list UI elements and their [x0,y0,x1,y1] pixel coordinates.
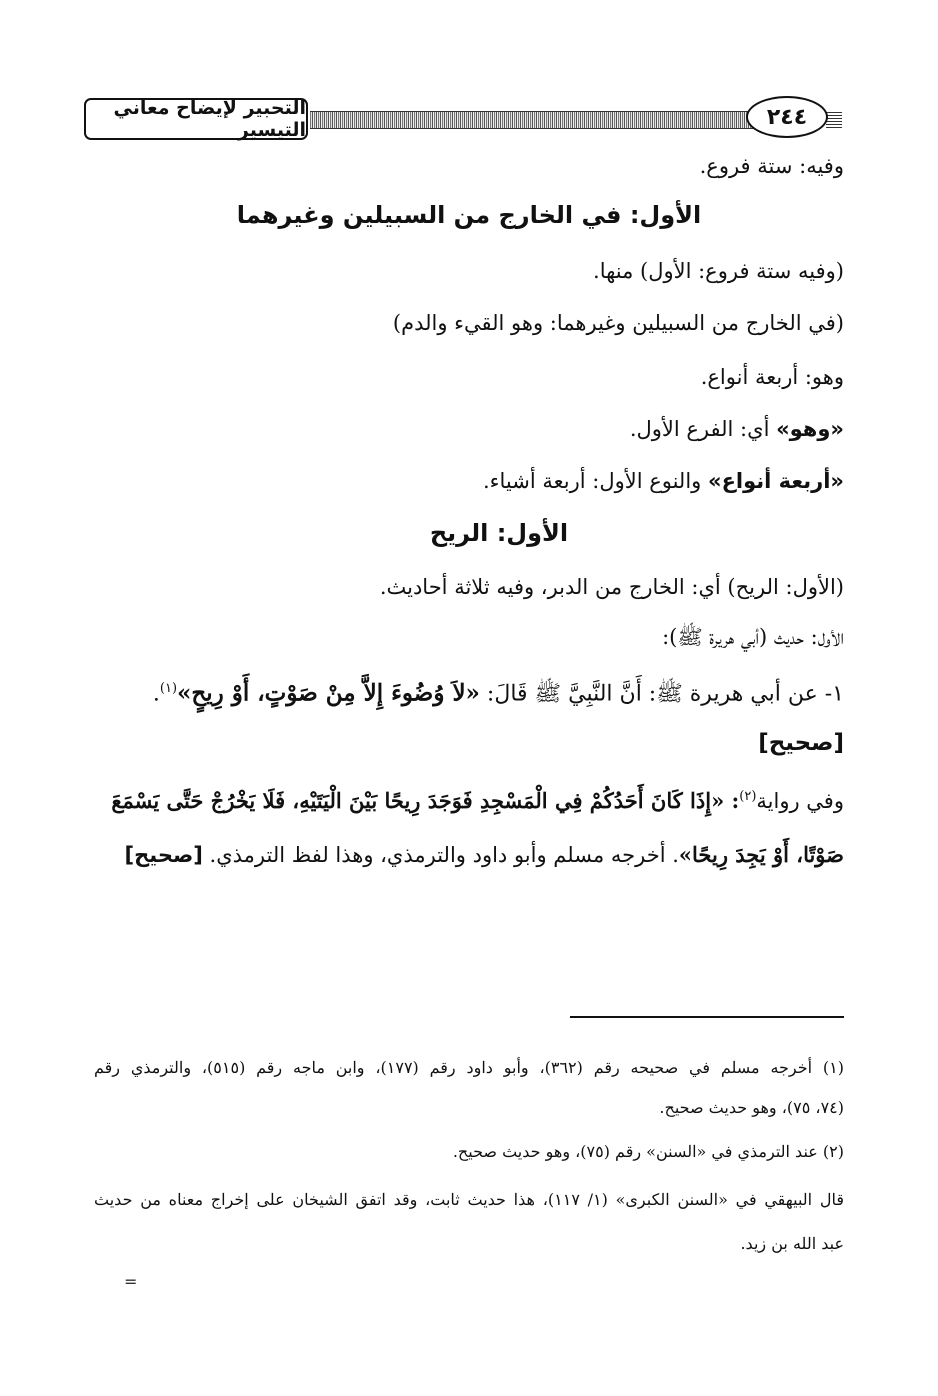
paragraph-4-quote: «وهو» [776,417,844,441]
narration-text-2: صَوْتًا، أَوْ يَجِدَ رِيحًا» [678,842,844,867]
paragraph-7: الأول: حديث (أبي هريرة ﷺ): [662,625,844,649]
paragraph-5 [483,466,844,496]
hadith-1 [153,674,844,709]
paragraph-5-text: والنوع الأول: أربعة أشياء. [482,469,708,493]
section-heading-1: الأول: في الخارج من السبيلين وغيرهما [236,201,702,229]
intro-line: وفيه: ستة فروع. [699,154,844,178]
narration-line-2 [125,840,844,870]
header-ornament-bar [310,111,762,129]
book-title: التحبير لإيضاح معاني التيسير [84,98,308,140]
footnote-1-line-1: (١) أخرجه مسلم في صحيحه رقم (٣٦٢)، وأبو داود رقم (١٧٧)، وابن ماجه رقم (٥١٥)، والترمذي رقم [94,1058,844,1077]
footnote-3-line-1: قال البيهقي في «السنن الكبرى» (١/ ١١٧)، هذا حديث ثابت، وقد اتفق الشيخان على إخراج معناه من حديث [94,1190,845,1209]
footnote-ref-2: (٢) [739,789,757,804]
narration-source: . أخرجه مسلم وأبو داود والترمذي، وهذا لفظ الترمذي. [202,843,679,867]
footnote-1-line-2-text: (٧٤، ٧٥)، وهو حديث صحيح. [659,1098,844,1117]
narration-grade: [صحيح] [124,843,203,867]
section-heading-2: الأول: الريح [429,519,569,547]
header-ornament-end [826,110,842,128]
narration-text-1: : «إِذَا كَانَ أَحَدُكُمْ فِي الْمَسْجِدِ فَوَجَدَ رِيحًا بَيْنَ الْيَتَيْهِ، فَلَا يَخْرُجْ حَتَّى يَسْمَعَ [111,788,740,813]
paragraph-3: وهو: أربعة أنواع. [700,365,844,389]
hadith-1-text: «لاَ وُضُوءَ إِلاَّ مِنْ صَوْتٍ، أَوْ رِيحٍ» [177,679,480,707]
paragraph-2: (في الخارج من السبيلين وغيرهما: وهو القيء والدم) [392,311,844,335]
footnote-divider [570,1016,844,1018]
paragraph-5-quote: «أربعة أنواع» [708,469,844,493]
hadith-1-end: . [152,681,160,707]
narration-intro: وفي رواية [756,789,844,813]
footnote-ref-1: (١) [159,681,178,696]
paragraph-4 [630,414,844,444]
footnote-1-line-2 [659,1096,844,1120]
hadith-1-grade: [صحيح] [758,730,844,756]
paragraph-1: (وفيه ستة فروع: الأول) منها. [593,259,844,283]
paragraph-6: (الأول: الريح) أي: الخارج من الدبر، وفيه ثلاثة أحاديث. [379,575,844,599]
footnote-3-line-2: عبد الله بن زيد. [740,1234,844,1253]
hadith-1-chain: ١- عن أبي هريرة ﷺ: أَنَّ النَّبِيَّ ﷺ قَالَ: [479,681,844,707]
running-header [84,96,842,144]
paragraph-4-text: أي: الفرع الأول. [629,417,777,441]
page-number: ٢٤٤ [746,96,828,138]
stray-mark: = [124,1272,138,1291]
narration-line-1 [111,782,844,816]
footnote-2: (٢) عند الترمذي في «السنن» رقم (٧٥)، وهو حديث صحيح. [452,1142,844,1161]
